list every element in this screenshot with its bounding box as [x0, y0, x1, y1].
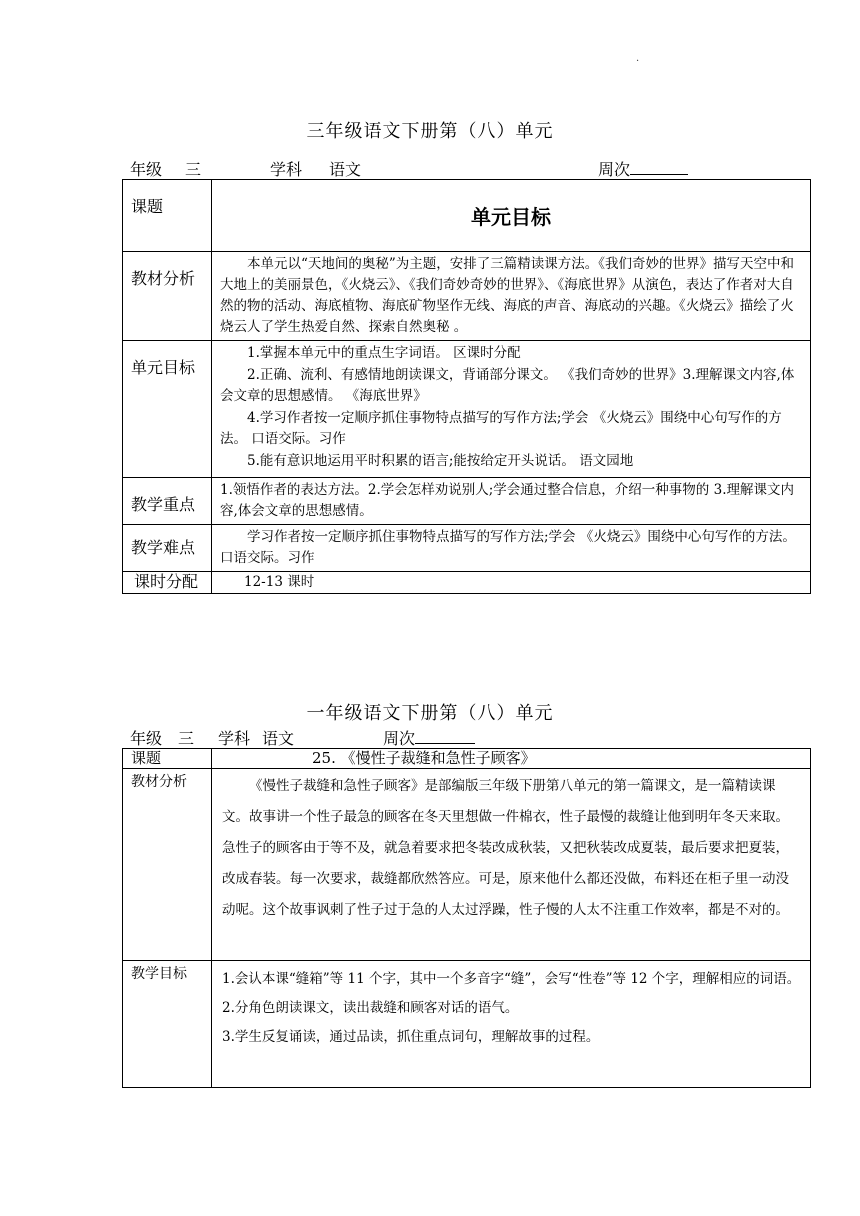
unit1-grade: [130, 157, 224, 180]
unit1-difficulty-cell: [212, 525, 811, 572]
unit2-row-analysis: [123, 769, 811, 961]
unit1-row-goals: [123, 341, 811, 478]
unit2-analysis-cell: [212, 769, 811, 961]
unit1-grade-value: 三: [162, 161, 224, 180]
unit2-row-topic: [123, 749, 811, 769]
unit1-subject-value: 语文: [302, 161, 388, 180]
unit1-grade-label: 年级: [130, 160, 163, 179]
unit2-row-goals: [123, 961, 811, 1088]
unit1-row-focus: [123, 478, 811, 525]
unit2-topic-value: 25. 《慢性子裁缝和急性子顾客》: [212, 749, 811, 769]
unit1-topic-label: 课题: [123, 180, 212, 252]
unit2-grade-label: 年级: [130, 729, 163, 748]
unit1-row-difficulty: [123, 525, 811, 572]
unit1-title: 三年级语文下册第（八）单元: [306, 121, 554, 142]
unit2-grade-value: 三: [162, 730, 210, 749]
unit1-topic-value: 单元目标: [212, 180, 811, 252]
unit1-analysis-text: 本单元以“天地间的奥秘”为主题，安排了三篇精读课方法。《我们奇妙的世界》描写天空中和大地上的美丽景色，《火烧云》、《我们奇妙奇妙的世界》、《海底世界》从演色，表达了作者对大自然的物的活动、海底植物、海底矿物坚作无线、海底的声音、海底动的兴趣。《火烧云》描绘了火烧云人了学生热爱自然、探索自然奥秘 。: [220, 256, 795, 335]
unit1-difficulty-text: 学习作者按一定顺序抓住事物特点描写的写作方法;学会 《火烧云》围绕中心句写作的方法。 口语交际。习作: [220, 529, 796, 566]
unit2-table: [122, 748, 811, 1088]
unit2-subject-value: 语文: [250, 730, 306, 749]
unit1-row-analysis: [123, 252, 811, 341]
unit1-week-label: 周次: [598, 160, 631, 179]
unit1-hours-label: 课时分配: [123, 572, 212, 594]
unit2-analysis-text: 《慢性子裁缝和急性子顾客》是部编版三年级下册第八单元的第一篇课文，是一篇精读课文。故事讲一个性子最急的顾客在冬天里想做一件棉衣，性子最慢的裁缝让他到明年冬天来取。急性子的顾客由于等不及，就急着要求把冬装改成秋装，又把秋装改成夏装，最后要求把夏装，改成春装。每一次要求，裁缝都欣然答应。可是，原来他什么都还没做，布料还在柜子里一动没动呢。这个故事讽刺了性子过于急的人太过浮躁，性子慢的人太不注重工作效率，都是不对的。: [222, 778, 789, 918]
unit2-week-label: 周次: [383, 729, 416, 748]
unit1-goals-label: 单元目标: [123, 341, 212, 478]
unit2-goals-cell: [212, 961, 811, 1088]
unit1-goal-item: 5.能有意识地运用平时积累的语言;能按给定开头说话。 语文园地: [247, 452, 634, 469]
unit1-goals-cell: [212, 341, 811, 478]
unit2-title: 一年级语文下册第（八）单元: [306, 703, 554, 724]
unit2-goal-item: 3.学生反复诵读，通过品读，抓住重点词句，理解故事的过程。: [222, 1029, 600, 1045]
unit1-goal-item: 4.学习作者按一定顺序抓住事物特点描写的写作方法;学会 《火烧云》围绕中心句写作的方法。 口语交际。习作: [220, 409, 782, 447]
unit1-week-value: [630, 174, 688, 175]
unit1-focus-label: 教学重点: [123, 478, 212, 525]
unit2-goals-label: 教学目标: [123, 961, 212, 1088]
unit1-analysis-label: 教材分析: [123, 252, 212, 341]
unit2-week: [383, 726, 475, 749]
unit1-subject: [270, 157, 388, 180]
unit1-subject-label: 学科: [270, 160, 303, 179]
unit1-week: [598, 157, 688, 180]
unit1-row-hours: [123, 572, 811, 594]
unit2-analysis-label: 教材分析: [123, 769, 212, 961]
page-dot: ·: [636, 56, 640, 67]
unit2-goal-item: 2.分角色朗读课文，读出裁缝和顾客对话的语气。: [222, 1000, 519, 1016]
unit2-grade: [130, 726, 210, 749]
unit1-goal-item: 1.掌握本单元中的重点生字词语。 区课时分配: [247, 345, 521, 361]
unit2-topic-label: 课题: [123, 749, 212, 769]
unit1-row-topic: [123, 180, 811, 252]
unit2-subject-label: 学科: [218, 729, 251, 748]
unit2-subject: [218, 726, 306, 749]
unit1-analysis-cell: [212, 252, 811, 341]
unit1-focus-text: 1.领悟作者的表达方法。2.学会怎样劝说别人;学会通过整合信息，介绍一种事物的 3.理解课文内容,体会文章的思想感情。: [212, 478, 811, 525]
unit1-hours-value: 12-13 课时: [212, 572, 811, 594]
unit2-week-value: [415, 743, 475, 744]
unit1-goal-item: 2.正确、流利、有感情地朗读课文，背诵部分课文。 《我们奇妙的世界》3.理解课文内容,体会文章的思想感情。 《海底世界》: [220, 366, 795, 404]
unit2-goal-item: 1.会认本课“缝箱”等 11 个字，其中一个多音字“缝”，会写“性卷”等 12 个字，理解相应的词语。: [222, 971, 801, 987]
unit1-difficulty-label: 教学难点: [123, 525, 212, 572]
unit1-table: [122, 179, 811, 594]
